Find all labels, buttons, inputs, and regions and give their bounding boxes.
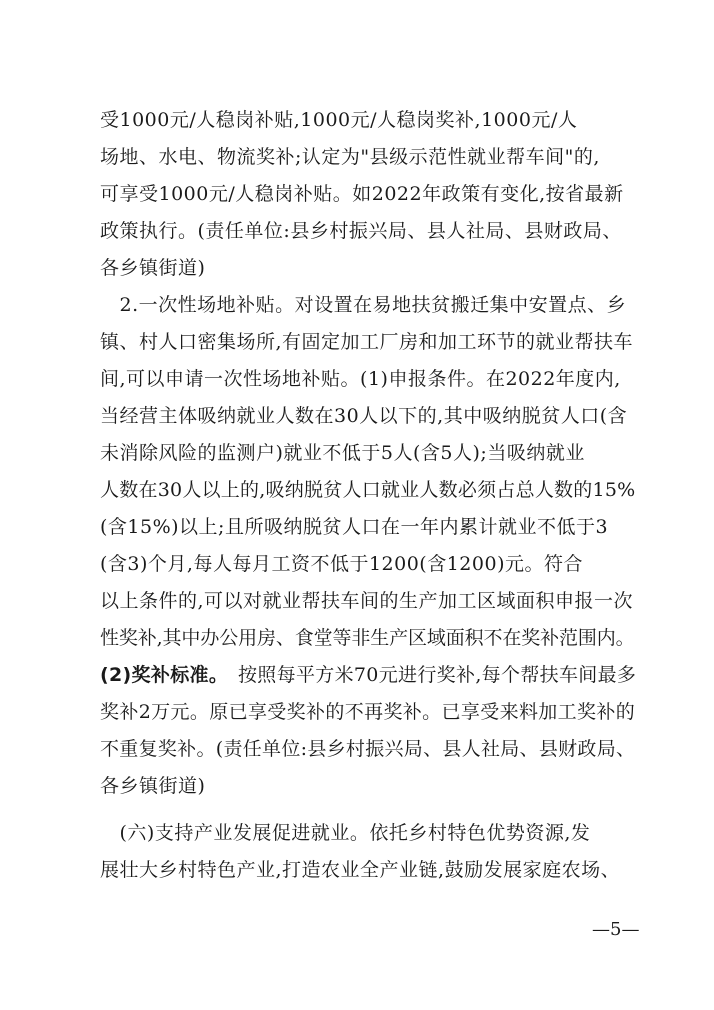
text-line-4: 政策执行。(责任单位:县乡村振兴局、县人社局、县财政局、 bbox=[100, 220, 622, 242]
text-line-13: (含3)个月,每人每月工资不低于1200(含1200)元。符合 bbox=[100, 553, 583, 575]
text-line-21: 展壮大乡村特色产业,打造农业全产业链,鼓励发展家庭农场、 bbox=[100, 859, 621, 881]
text-line-16-rest: 按照每平方米70元进行奖补,每个帮扶车间最多 bbox=[218, 664, 637, 686]
text-line-2: 场地、水电、物流奖补;认定为"县级示范性就业帮车间"的, bbox=[100, 146, 600, 168]
text-line-12: (含15%)以上;且所吸纳脱贫人口在一年内累计就业不低于3 bbox=[100, 516, 609, 538]
text-line-16 bbox=[100, 663, 637, 687]
text-line-9: 当经营主体吸纳就业人数在30人以下的,其中吸纳脱贫人口(含 bbox=[100, 405, 628, 427]
text-line-15: 性奖补,其中办公用房、食堂等非生产区域面积不在奖补范围内。 bbox=[100, 627, 635, 649]
text-line-5: 各乡镇街道) bbox=[100, 257, 206, 279]
bold-heading: (2)奖补标准。 bbox=[100, 664, 219, 686]
page-number: —5— bbox=[592, 919, 640, 940]
text-line-8: 间,可以申请一次性场地补贴。(1)申报条件。在2022年度内, bbox=[100, 368, 621, 390]
text-line-6: 2.一次性场地补贴。对设置在易地扶贫搬迁集中安置点、乡 bbox=[100, 294, 627, 316]
text-line-10: 未消除风险的监测户)就业不低于5人(含5人);当吸纳就业 bbox=[100, 442, 585, 464]
text-line-18: 不重复奖补。(责任单位:县乡村振兴局、县人社局、县财政局、 bbox=[100, 738, 636, 760]
text-line-20: (六)支持产业发展促进就业。依托乡村特色优势资源,发 bbox=[100, 822, 591, 844]
text-line-3: 可享受1000元/人稳岗补贴。如2022年政策有变化,按省最新 bbox=[100, 183, 624, 205]
text-line-7: 镇、村人口密集场所,有固定加工厂房和加工环节的就业帮扶车 bbox=[100, 331, 634, 353]
text-line-14: 以上条件的,可以对就业帮扶车间的生产加工区域面积申报一次 bbox=[100, 590, 634, 612]
text-line-19: 各乡镇街道) bbox=[100, 775, 206, 797]
text-line-17: 奖补2万元。原已享受奖补的不再奖补。已享受来料加工奖补的 bbox=[100, 701, 636, 723]
text-line-1: 受1000元/人稳岗补贴,1000元/人稳岗奖补,1000元/人 bbox=[100, 109, 578, 131]
text-line-11: 人数在30人以上的,吸纳脱贫人口就业人数必须占总人数的15% bbox=[100, 479, 636, 501]
